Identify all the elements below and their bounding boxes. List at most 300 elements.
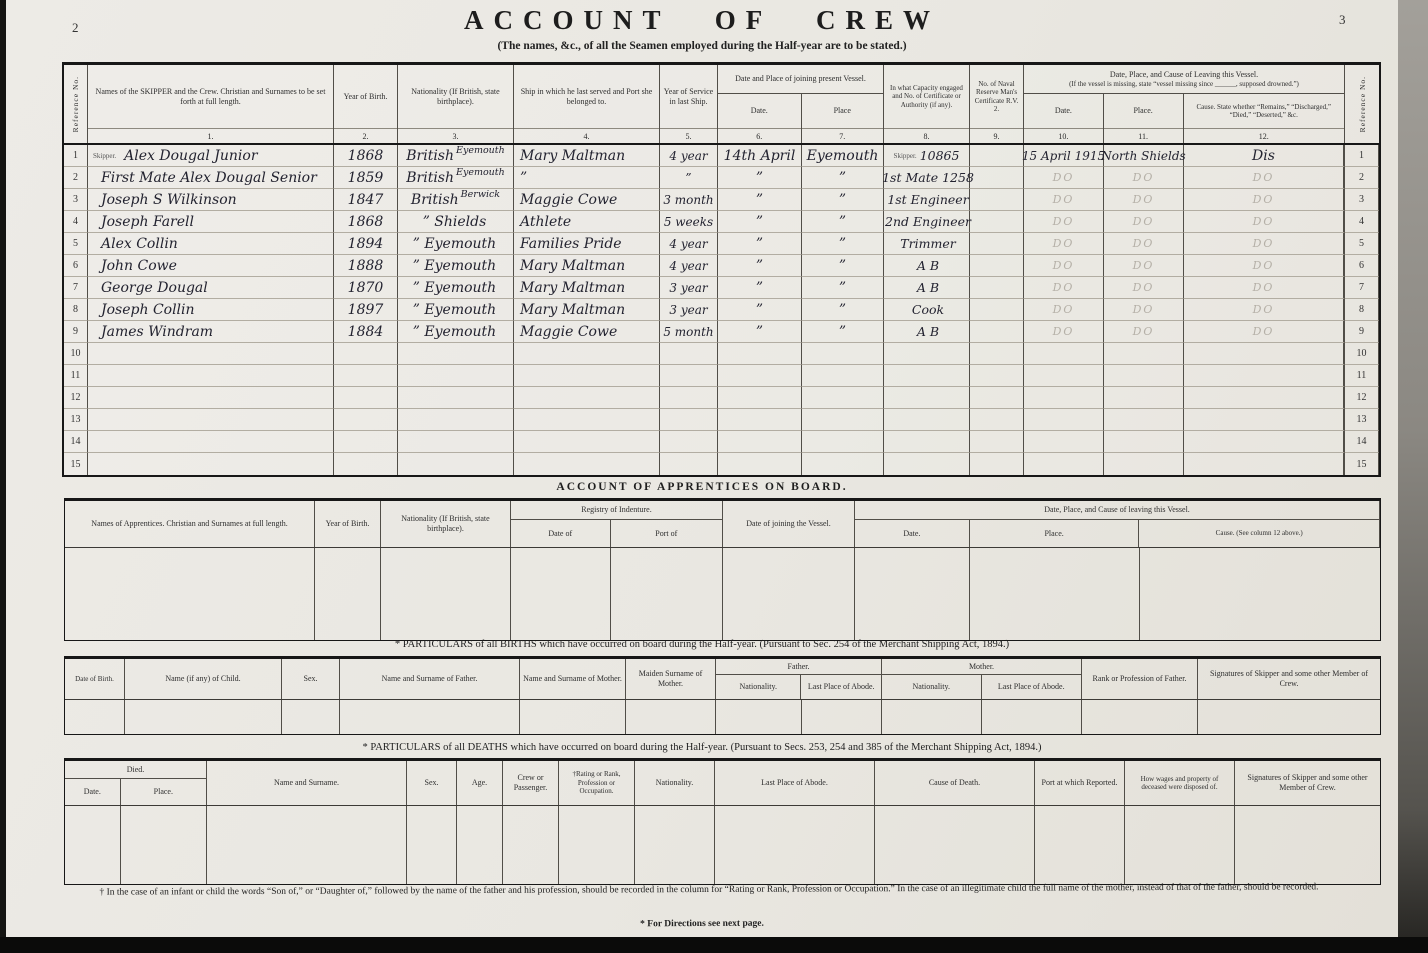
footnote-directions: * For Directions see next page. xyxy=(640,918,764,930)
crew-cell-year-of-birth xyxy=(334,409,398,431)
crew-row-reference-right: 5 xyxy=(1345,233,1379,255)
crew-cell-leave-date xyxy=(1024,409,1104,431)
crew-cell-leave-cause xyxy=(1184,431,1345,453)
crew-cell-join-place: ” xyxy=(802,233,884,255)
crew-cell-capacity xyxy=(884,365,970,387)
births-group-mother: Mother. Nationality. Last Place of Abode. xyxy=(882,659,1082,699)
crew-cell-nationality xyxy=(398,453,514,475)
crew-cell-join-place: ” xyxy=(802,167,884,189)
crew-cell-service: 5 weeks xyxy=(660,211,718,233)
crew-cell-naval-certificate xyxy=(970,299,1024,321)
crew-row-reference-right: 11 xyxy=(1345,365,1379,387)
crew-cell-name xyxy=(88,409,334,431)
crew-cell-leave-date: DO xyxy=(1024,189,1104,211)
crew-table-row xyxy=(64,167,1379,189)
crew-cell-nationality xyxy=(398,431,514,453)
deaths-header-sex: Sex. xyxy=(407,761,457,805)
page-subtitle: (The names, &c., of all the Seamen employed during the Half-year are to be stated.) xyxy=(497,40,907,52)
crew-cell-capacity xyxy=(884,343,970,365)
page-title: ACCOUNT OF CREW xyxy=(463,5,940,35)
deaths-header-died-date: Date. xyxy=(65,779,121,805)
crew-cell-leave-place xyxy=(1104,431,1184,453)
crew-table-row xyxy=(64,321,1379,343)
births-header-mother-abode: Last Place of Abode. xyxy=(997,682,1065,691)
births-empty-body xyxy=(65,700,1380,734)
crew-cell-year-of-birth xyxy=(334,453,398,475)
crew-cell-last-ship: Maggie Cowe xyxy=(514,189,660,211)
crew-cell-join-date xyxy=(718,409,802,431)
crew-nationality-birthplace-note: Eyemouth xyxy=(456,145,505,156)
crew-row-reference-right: 7 xyxy=(1345,277,1379,299)
crew-row-reference-left: 3 xyxy=(64,189,88,211)
crew-cell-leave-date xyxy=(1024,387,1104,409)
crew-cell-service xyxy=(660,409,718,431)
crew-cell-join-place: ” xyxy=(802,299,884,321)
crew-cell-join-date: ” xyxy=(718,211,802,233)
crew-cell-capacity: A B xyxy=(884,277,970,299)
crew-cell-service xyxy=(660,343,718,365)
crew-cell-naval-certificate xyxy=(970,409,1024,431)
crew-table-header xyxy=(64,65,1379,145)
crew-cell-join-place: ” xyxy=(802,321,884,343)
apprentices-group-leaving: Date, Place, and Cause of leaving this Vessel. Date. Place. Cause. (See column 12 above.) xyxy=(855,501,1380,547)
crew-cell-leave-place: DO xyxy=(1104,167,1184,189)
crew-cell-leave-date: DO xyxy=(1024,211,1104,233)
crew-cell-leave-place: DO xyxy=(1104,299,1184,321)
crew-cell-leave-place xyxy=(1104,453,1184,475)
crew-cell-leave-cause: DO xyxy=(1184,255,1345,277)
crew-name-handwritten: James Windram xyxy=(101,323,214,340)
crew-cell-join-date: ” xyxy=(718,167,802,189)
crew-cell-name xyxy=(88,233,334,255)
crew-cell-capacity: A B xyxy=(884,255,970,277)
deaths-header-crew-passenger: Crew or Passenger. xyxy=(503,761,559,805)
crew-table-row xyxy=(64,409,1379,431)
crew-cell-leave-date: DO xyxy=(1024,167,1104,189)
crew-cell-leave-place xyxy=(1104,365,1184,387)
deaths-header-rating: †Rating or Rank, Profession or Occupation. xyxy=(559,761,635,805)
crew-name-handwritten: First Mate Alex Dougal Senior xyxy=(101,169,317,186)
crew-cell-name xyxy=(88,387,334,409)
apprentices-header-joining: Date of joining the Vessel. xyxy=(723,501,855,547)
crew-name-printed-prefix: Skipper. xyxy=(93,151,117,160)
crew-cell-naval-certificate xyxy=(970,277,1024,299)
crew-row-reference-left: 1 xyxy=(64,145,88,167)
crew-name-handwritten: Alex Collin xyxy=(101,235,178,252)
crew-cell-name xyxy=(88,299,334,321)
births-header-signatures: Signatures of Skipper and some other Member of Crew. xyxy=(1210,669,1368,688)
crew-cell-leave-cause: DO xyxy=(1184,277,1345,299)
crew-row-reference-left: 6 xyxy=(64,255,88,277)
crew-nationality-birthplace-note: Eyemouth xyxy=(456,167,505,178)
crew-cell-capacity: Skipper. 10865 xyxy=(884,145,970,167)
crew-cell-leave-place: DO xyxy=(1104,189,1184,211)
crew-cell-last-ship xyxy=(514,387,660,409)
crew-cell-nationality: ” Shields xyxy=(398,211,514,233)
crew-cell-join-date: ” xyxy=(718,321,802,343)
crew-cell-last-ship xyxy=(514,453,660,475)
scan-right-edge xyxy=(1398,0,1428,953)
deaths-header-name: Name and Surname. xyxy=(207,761,407,805)
column-header-naval-reserve: No. of Naval Reserve Man's Certificate R.V. 2. 9. xyxy=(970,65,1024,143)
column-header-year-of-birth: Year of Birth. 2. xyxy=(334,65,398,143)
crew-name-handwritten: Joseph S Wilkinson xyxy=(101,191,237,208)
crew-cell-name xyxy=(88,189,334,211)
crew-cell-naval-certificate xyxy=(970,321,1024,343)
crew-table-row xyxy=(64,343,1379,365)
crew-row-reference-left: 4 xyxy=(64,211,88,233)
crew-cell-leave-place: DO xyxy=(1104,255,1184,277)
column-header-join-place: Place 7. xyxy=(802,94,884,143)
crew-table-row xyxy=(64,255,1379,277)
births-table xyxy=(64,656,1381,735)
crew-cell-nationality xyxy=(398,343,514,365)
crew-cell-join-date xyxy=(718,453,802,475)
births-group-father: Father. Nationality. Last Place of Abode. xyxy=(716,659,882,699)
deaths-group-died: Died. Date. Place. xyxy=(65,761,207,805)
crew-row-reference-right: 8 xyxy=(1345,299,1379,321)
deaths-header-age: Age. xyxy=(457,761,503,805)
crew-cell-join-date xyxy=(718,343,802,365)
crew-cell-last-ship: Mary Maltman xyxy=(514,145,660,167)
deaths-header-port: Port at which Reported. xyxy=(1035,761,1125,805)
crew-row-reference-left: 14 xyxy=(64,431,88,453)
crew-row-reference-left: 12 xyxy=(64,387,88,409)
crew-cell-leave-place xyxy=(1104,387,1184,409)
crew-cell-leave-cause: DO xyxy=(1184,299,1345,321)
crew-cell-leave-date xyxy=(1024,431,1104,453)
crew-cell-nationality: ” Eyemouth xyxy=(398,277,514,299)
births-header-father-abode: Last Place of Abode. xyxy=(807,682,875,691)
crew-table-row xyxy=(64,233,1379,255)
crew-cell-last-ship xyxy=(514,365,660,387)
column-header-leave-cause: Cause. State whether “Remains,” “Discharged,” “Died,” “Deserted,” &c. 12. xyxy=(1184,94,1345,143)
deaths-table xyxy=(64,758,1381,885)
apprentices-header-names: Names of Apprentices. Christian and Surnames at full length. xyxy=(65,501,315,547)
column-header-names: Names of the SKIPPER and the Crew. Christian and Surnames to be set forth at full length. 1. xyxy=(88,65,334,143)
crew-cell-leave-place: North Shields xyxy=(1104,145,1184,167)
crew-cell-capacity: Trimmer xyxy=(884,233,970,255)
crew-cell-last-ship: Maggie Cowe xyxy=(514,321,660,343)
column-header-leave-place: Place. 11. xyxy=(1104,94,1184,143)
apprentices-header-registry-date: Date of xyxy=(511,520,611,547)
crew-row-reference-left: 5 xyxy=(64,233,88,255)
crew-cell-leave-cause: Dis xyxy=(1184,145,1345,167)
crew-cell-service: 4 year xyxy=(660,145,718,167)
column-header-last-ship: Ship in which he last served and Port she belonged to. 4. xyxy=(514,65,660,143)
crew-cell-join-place xyxy=(802,365,884,387)
document-scan xyxy=(6,0,1398,937)
column-header-capacity: In what Capacity engaged and No. of Certificate or Authority (if any). 8. xyxy=(884,65,970,143)
crew-row-reference-left: 7 xyxy=(64,277,88,299)
crew-cell-naval-certificate xyxy=(970,189,1024,211)
crew-cell-name xyxy=(88,453,334,475)
crew-row-reference-right: 2 xyxy=(1345,167,1379,189)
crew-row-reference-right: 3 xyxy=(1345,189,1379,211)
crew-cell-service xyxy=(660,453,718,475)
crew-cell-naval-certificate xyxy=(970,365,1024,387)
crew-table-row xyxy=(64,453,1379,475)
crew-cell-leave-place xyxy=(1104,343,1184,365)
crew-table-row xyxy=(64,299,1379,321)
crew-cell-service: ” xyxy=(660,167,718,189)
crew-cell-service xyxy=(660,387,718,409)
crew-cell-leave-cause xyxy=(1184,409,1345,431)
crew-table-row xyxy=(64,189,1379,211)
crew-cell-last-ship: Families Pride xyxy=(514,233,660,255)
deaths-empty-body xyxy=(65,806,1380,884)
apprentices-header-birth: Year of Birth. xyxy=(315,501,381,547)
crew-cell-naval-certificate xyxy=(970,387,1024,409)
apprentices-header-leave-place: Place. xyxy=(970,520,1140,547)
crew-cell-name xyxy=(88,365,334,387)
crew-cell-leave-place xyxy=(1104,409,1184,431)
crew-cell-nationality: British Eyemouth xyxy=(398,167,514,189)
crew-table-row xyxy=(64,431,1379,453)
crew-cell-year-of-birth: 1884 xyxy=(334,321,398,343)
crew-cell-year-of-birth: 1897 xyxy=(334,299,398,321)
deaths-header-nationality: Nationality. xyxy=(635,761,715,805)
crew-cell-leave-place: DO xyxy=(1104,233,1184,255)
column-group-leaving: Date, Place, and Cause of Leaving this Vessel. (If the vessel is missing, state “vessel missing since ______, supposed drowned.”) Date. 10. Place. 11. Cause. State whether “Remains,” “Discharged,” “Died,” “Deserted,” &c. 12. xyxy=(1024,65,1345,143)
apprentices-table xyxy=(64,498,1381,641)
apprentices-header-registry-port: Port of xyxy=(655,528,678,538)
column-header-nationality: Nationality (If British, state birthplace). 3. xyxy=(398,65,514,143)
page-number-left: 2 xyxy=(72,20,79,35)
crew-cell-join-date: ” xyxy=(718,299,802,321)
crew-cell-leave-date: DO xyxy=(1024,299,1104,321)
footnote-dagger: † In the case of an infant or child the words “Son of,” or “Daughter of,” followed by the name of the father and his profession, should be recorded in the column for “Rating or Rank, Profession or Occupation.” In the case of an illegitimate child the full name of the mother, instead of that of the father, should be recorded. xyxy=(99,882,1319,898)
crew-cell-capacity xyxy=(884,387,970,409)
crew-cell-last-ship xyxy=(514,431,660,453)
births-title: * PARTICULARS of all BIRTHS which have occurred on board during the Half-year. (Pursuant to Sec. 254 of the Merchant Shipping Act, 1894.) xyxy=(394,639,1010,650)
crew-row-reference-right: 1 xyxy=(1345,145,1379,167)
column-header-service: Year of Service in last Ship. 5. xyxy=(660,65,718,143)
crew-cell-naval-certificate xyxy=(970,233,1024,255)
births-header-mother: Name and Surname of Mother. xyxy=(520,659,626,699)
crew-cell-year-of-birth: 1868 xyxy=(334,145,398,167)
crew-row-reference-left: 15 xyxy=(64,453,88,475)
births-header-sex: Sex. xyxy=(282,659,340,699)
crew-name-handwritten: Alex Dougal Junior xyxy=(124,147,258,164)
births-header-child: Name (if any) of Child. xyxy=(125,659,282,699)
crew-cell-last-ship: Mary Maltman xyxy=(514,277,660,299)
deaths-header-cause: Cause of Death. xyxy=(875,761,1035,805)
crew-cell-join-place: ” xyxy=(802,255,884,277)
scan-bottom-edge xyxy=(0,937,1428,953)
page-number-right: 3 xyxy=(1339,12,1346,27)
crew-cell-service: 5 month xyxy=(660,321,718,343)
crew-cell-nationality: ” Eyemouth xyxy=(398,321,514,343)
crew-cell-name xyxy=(88,431,334,453)
crew-cell-join-date xyxy=(718,387,802,409)
crew-cell-last-ship: Athlete xyxy=(514,211,660,233)
crew-cell-last-ship xyxy=(514,409,660,431)
crew-row-reference-left: 11 xyxy=(64,365,88,387)
crew-cell-naval-certificate xyxy=(970,343,1024,365)
crew-cell-join-place xyxy=(802,409,884,431)
crew-cell-year-of-birth: 1868 xyxy=(334,211,398,233)
crew-cell-leave-cause: DO xyxy=(1184,189,1345,211)
apprentices-header-nationality: Nationality (If British, state birthplace). xyxy=(381,501,511,547)
crew-cell-nationality: ” Eyemouth xyxy=(398,255,514,277)
crew-cell-leave-date: DO xyxy=(1024,255,1104,277)
crew-table xyxy=(62,62,1381,477)
crew-cell-leave-cause xyxy=(1184,365,1345,387)
crew-cell-leave-date: 15 April 1915 xyxy=(1024,145,1104,167)
crew-cell-join-date: ” xyxy=(718,277,802,299)
crew-cell-leave-place: DO xyxy=(1104,321,1184,343)
deaths-header-wages: How wages and property of deceased were disposed of. xyxy=(1125,761,1235,805)
crew-cell-name xyxy=(88,145,334,167)
crew-cell-naval-certificate xyxy=(970,145,1024,167)
crew-name-handwritten: John Cowe xyxy=(101,257,177,274)
crew-cell-capacity xyxy=(884,453,970,475)
deaths-header-abode: Last Place of Abode. xyxy=(715,761,875,805)
apprentices-empty-body xyxy=(65,548,1380,640)
crew-cell-join-place: ” xyxy=(802,277,884,299)
crew-cell-leave-date xyxy=(1024,343,1104,365)
crew-cell-year-of-birth: 1870 xyxy=(334,277,398,299)
crew-name-handwritten: George Dougal xyxy=(101,279,208,296)
crew-cell-last-ship: Mary Maltman xyxy=(514,299,660,321)
crew-cell-nationality: ” Eyemouth xyxy=(398,299,514,321)
crew-cell-capacity: 1st Mate 1258 xyxy=(884,167,970,189)
crew-cell-last-ship xyxy=(514,343,660,365)
crew-cell-join-place xyxy=(802,453,884,475)
births-header-father: Name and Surname of Father. xyxy=(340,659,520,699)
births-header-mother-nationality: Nationality. xyxy=(882,675,982,699)
crew-row-reference-right: 10 xyxy=(1345,343,1379,365)
crew-cell-nationality xyxy=(398,387,514,409)
crew-cell-leave-cause: DO xyxy=(1184,167,1345,189)
crew-row-reference-right: 6 xyxy=(1345,255,1379,277)
crew-cell-leave-place: DO xyxy=(1104,277,1184,299)
crew-cell-join-date xyxy=(718,365,802,387)
crew-cell-year-of-birth: 1888 xyxy=(334,255,398,277)
crew-name-handwritten: Joseph Farell xyxy=(101,213,194,230)
column-header-leave-date: Date. 10. xyxy=(1024,94,1104,143)
crew-row-reference-left: 2 xyxy=(64,167,88,189)
crew-name-handwritten: Joseph Collin xyxy=(101,301,195,318)
crew-cell-year-of-birth xyxy=(334,343,398,365)
deaths-title: * PARTICULARS of all DEATHS which have occurred on board during the Half-year. (Pursuant to Secs. 253, 254 and 385 of the Merchant Shipping Act, 1894.) xyxy=(362,742,1042,753)
crew-cell-year-of-birth: 1894 xyxy=(334,233,398,255)
apprentices-title: ACCOUNT OF APPRENTICES ON BOARD. xyxy=(556,481,848,493)
crew-cell-join-date: 14th April xyxy=(718,145,802,167)
crew-cell-name xyxy=(88,255,334,277)
crew-cell-service: 4 year xyxy=(660,233,718,255)
births-header-father-nationality: Nationality. xyxy=(716,675,801,699)
crew-cell-service: 3 year xyxy=(660,299,718,321)
crew-cell-name xyxy=(88,277,334,299)
crew-cell-service: 3 year xyxy=(660,277,718,299)
crew-cell-naval-certificate xyxy=(970,167,1024,189)
crew-cell-name xyxy=(88,167,334,189)
crew-cell-leave-cause: DO xyxy=(1184,211,1345,233)
crew-row-reference-left: 9 xyxy=(64,321,88,343)
crew-cell-capacity xyxy=(884,431,970,453)
crew-cell-join-place xyxy=(802,343,884,365)
column-group-joining: Date and Place of joining present Vessel. Date. 6. Place 7. xyxy=(718,65,884,143)
crew-cell-name xyxy=(88,343,334,365)
crew-cell-nationality: British Eyemouth xyxy=(398,145,514,167)
crew-cell-year-of-birth xyxy=(334,387,398,409)
crew-cell-capacity: A B xyxy=(884,321,970,343)
crew-cell-leave-date: DO xyxy=(1024,321,1104,343)
crew-cell-leave-cause xyxy=(1184,343,1345,365)
crew-cell-service: 4 year xyxy=(660,255,718,277)
crew-cell-join-place: ” xyxy=(802,211,884,233)
crew-cell-nationality: ” Eyemouth xyxy=(398,233,514,255)
crew-cell-service xyxy=(660,431,718,453)
crew-table-row xyxy=(64,365,1379,387)
births-header-rank: Rank or Profession of Father. xyxy=(1082,659,1198,699)
apprentices-group-registry: Registry of Indenture. Date of Port of xyxy=(511,501,723,547)
deaths-header-died-place: Place. xyxy=(153,787,173,796)
crew-cell-last-ship: Mary Maltman xyxy=(514,255,660,277)
crew-cell-naval-certificate xyxy=(970,453,1024,475)
crew-cell-year-of-birth: 1847 xyxy=(334,189,398,211)
crew-row-reference-right: 9 xyxy=(1345,321,1379,343)
crew-cell-join-date: ” xyxy=(718,189,802,211)
crew-cell-leave-date xyxy=(1024,453,1104,475)
crew-row-reference-right: 12 xyxy=(1345,387,1379,409)
crew-cell-leave-cause xyxy=(1184,387,1345,409)
crew-cell-capacity: Cook xyxy=(884,299,970,321)
crew-cell-leave-cause: DO xyxy=(1184,233,1345,255)
births-header-maiden: Maiden Surname of Mother. xyxy=(626,659,716,699)
births-header-date: Date of Birth. xyxy=(65,659,125,699)
crew-row-reference-right: 14 xyxy=(1345,431,1379,453)
crew-capacity-printed-prefix: Skipper. xyxy=(893,151,917,160)
crew-cell-naval-certificate xyxy=(970,431,1024,453)
crew-cell-join-date: ” xyxy=(718,255,802,277)
crew-cell-year-of-birth xyxy=(334,431,398,453)
crew-cell-capacity xyxy=(884,409,970,431)
crew-cell-leave-place: DO xyxy=(1104,211,1184,233)
deaths-header-signatures: Signatures of Skipper and some other Member of Crew. xyxy=(1247,773,1368,792)
crew-cell-service xyxy=(660,365,718,387)
crew-row-reference-right: 15 xyxy=(1345,453,1379,475)
crew-cell-join-place: ” xyxy=(802,189,884,211)
crew-cell-naval-certificate xyxy=(970,211,1024,233)
crew-cell-leave-cause: DO xyxy=(1184,321,1345,343)
crew-table-row xyxy=(64,387,1379,409)
crew-row-reference-right: 4 xyxy=(1345,211,1379,233)
crew-cell-join-date: ” xyxy=(718,233,802,255)
column-header-join-date: Date. 6. xyxy=(718,94,802,143)
crew-cell-naval-certificate xyxy=(970,255,1024,277)
crew-cell-join-date xyxy=(718,431,802,453)
column-header-reference-left: Reference No. xyxy=(64,65,88,143)
crew-cell-name xyxy=(88,211,334,233)
crew-row-reference-left: 13 xyxy=(64,409,88,431)
crew-row-reference-left: 8 xyxy=(64,299,88,321)
crew-row-reference-right: 13 xyxy=(1345,409,1379,431)
crew-cell-nationality xyxy=(398,365,514,387)
crew-cell-leave-date: DO xyxy=(1024,277,1104,299)
crew-cell-nationality: British Berwick xyxy=(398,189,514,211)
crew-cell-service: 3 month xyxy=(660,189,718,211)
apprentices-header-leave-cause: Cause. (See column 12 above.) xyxy=(1215,529,1303,538)
column-header-reference-right: Reference No. xyxy=(1357,75,1367,133)
crew-cell-leave-cause xyxy=(1184,453,1345,475)
crew-cell-leave-date: DO xyxy=(1024,233,1104,255)
crew-cell-join-place xyxy=(802,431,884,453)
crew-nationality-birthplace-note: Berwick xyxy=(460,189,501,200)
crew-cell-year-of-birth xyxy=(334,365,398,387)
